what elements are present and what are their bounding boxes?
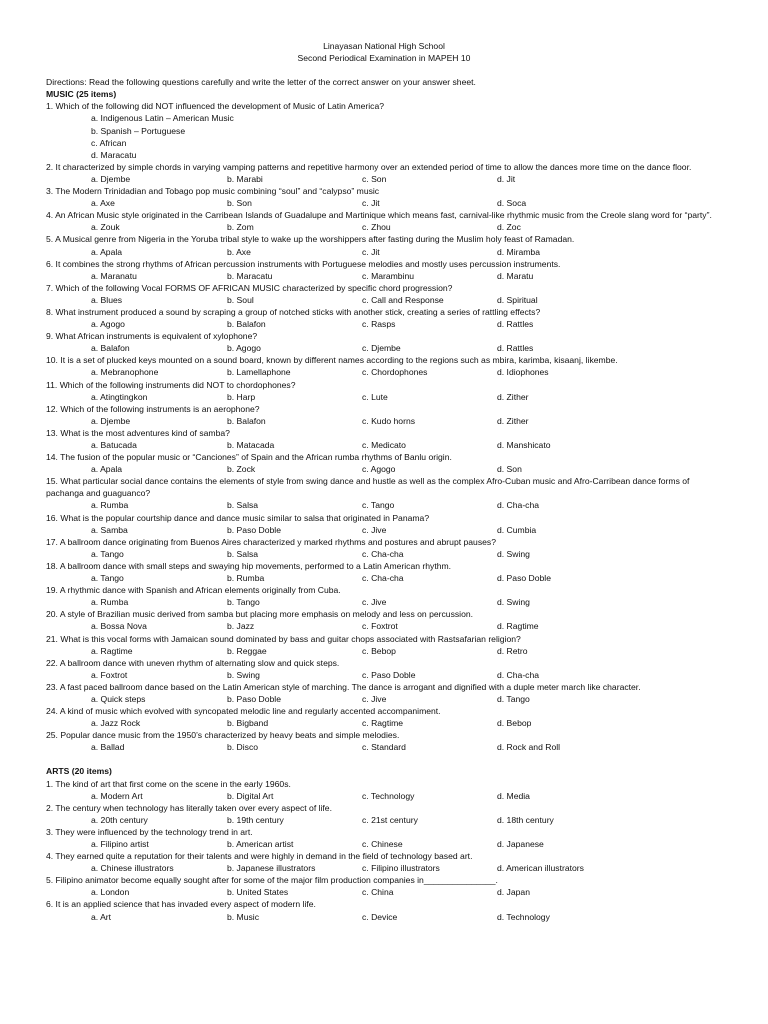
question-item (46, 100, 722, 160)
answer-choice: a. London (91, 887, 130, 898)
answer-choice: c. Technology (362, 790, 415, 801)
answer-choices-row (46, 596, 722, 608)
question-text: 5. Filipino animator become equally sought after for some of the major film production companies in_______________. (46, 875, 498, 886)
answer-choices-row (46, 270, 722, 282)
answer-choice: d. Maracatu (91, 149, 137, 160)
answer-choice: b. Rumba (227, 573, 265, 584)
question-item (46, 608, 722, 632)
answer-choice: a. Jazz Rock (91, 718, 141, 729)
question-item (46, 403, 722, 427)
answer-choice: c. Call and Response (362, 294, 444, 305)
answer-choice: c. Agogo (362, 464, 396, 475)
answer-choice: b. Reggae (227, 645, 267, 656)
question-item (46, 306, 722, 330)
answer-choice: b. Agogo (227, 343, 261, 354)
answer-choice: a. Blues (91, 294, 123, 305)
answer-choice: b. Axe (227, 246, 251, 257)
question-text: 10. It is a set of plucked keys mounted on a sound board, known by different names according to the regions such as mbira, karimba, kisaanj, likembe. (46, 355, 618, 366)
question-item (46, 354, 722, 378)
answer-choice: d. Paso Doble (497, 573, 551, 584)
question-text: 4. An African Music style originated in the Carribean Islands of Guadalupe and Martinique which means fast, carnival-like rhythmic music from the Creole slang word for “party”. (46, 210, 712, 221)
question-text: 4. They earned quite a reputation for their talents and were highly in demand in the field of technology based art. (46, 851, 473, 862)
answer-choice: d. Maratu (497, 270, 534, 281)
question-text: 7. Which of the following Vocal FORMS OF AFRICAN MUSIC characterized by specific chord progression? (46, 282, 453, 293)
answer-choice: c. Rasps (362, 319, 396, 330)
answer-choice: b. Soul (227, 294, 254, 305)
answer-choice: a. Samba (91, 524, 128, 535)
answer-choice: a. Balafon (91, 343, 130, 354)
answer-choice: c. China (362, 887, 394, 898)
answer-choices-row (46, 814, 722, 826)
answer-choice: c. Son (362, 173, 387, 184)
answer-choice: d. American illustrators (497, 863, 584, 874)
question-text: 2. The century when technology has literally taken over every aspect of life. (46, 802, 332, 813)
answer-choice: b. Tango (227, 597, 260, 608)
question-item (46, 209, 722, 233)
answer-choices-row (46, 318, 722, 330)
answer-choice: a. Art (91, 911, 112, 922)
answer-choices-row (46, 197, 722, 209)
answer-choices-row (46, 463, 722, 475)
answer-choice: c. Jive (362, 597, 387, 608)
question-text: 5. A Musical genre from Nigeria in the Yoruba tribal style to wake up the worshippers after fasting during the Muslim holy feast of Ramadan. (46, 234, 575, 245)
answer-choice: b. United States (227, 887, 289, 898)
answer-choice: d. Retro (497, 645, 528, 656)
question-item (46, 898, 722, 922)
answer-choice: d. Japan (497, 887, 530, 898)
answer-choice: d. Japanese (497, 839, 544, 849)
answer-choice: c. Chordophones (362, 367, 428, 378)
answer-choice: d. Cumbia (497, 524, 537, 535)
question-text: 18. A ballroom dance with small steps and swaying hip movements, performed to a Latin American rhythm. (46, 560, 452, 571)
answer-choice: b. Harp (227, 391, 256, 402)
answer-choice: a. Apala (91, 246, 123, 257)
answer-choices-row (46, 741, 722, 753)
answer-choice: d. Jit (497, 173, 516, 184)
answer-choice: b. Salsa (227, 548, 259, 559)
answer-choice: c. Medicato (362, 440, 406, 450)
question-text: 2. It characterized by simple chords in varying vamping patterns and repetitive harmony over an extended period of time to allow the dances more time on the dance floor. (46, 161, 692, 172)
question-item (46, 536, 722, 560)
answer-choice: c. Paso Doble (362, 669, 416, 680)
answer-choice: d. Rattles (497, 343, 534, 354)
question-text: 20. A style of Brazilian music derived from samba but placing more emphasis on melody and less on percussion. (46, 609, 474, 620)
answer-choices-row (46, 669, 722, 681)
answer-choice: d. Swing (497, 597, 530, 608)
answer-choices-row (46, 294, 722, 306)
question-item (46, 850, 722, 874)
answer-choices-row (46, 499, 722, 511)
answer-choice: b. Disco (227, 742, 259, 753)
answer-choices-row (46, 415, 722, 427)
answer-choice: b. Maracatu (227, 270, 273, 281)
answer-choice: c. Device (362, 911, 398, 922)
answer-choice: c. Lute (362, 391, 388, 402)
question-text: 16. What is the popular courtship dance and dance music similar to salsa that originated in Panama? (46, 512, 430, 523)
answer-choice: a. Agogo (91, 319, 125, 330)
answer-choice: d. Cha-cha (497, 500, 540, 511)
section-arts (46, 765, 722, 922)
answer-choice: d. 18th century (497, 814, 554, 825)
answer-choice: d. Zoc (497, 222, 521, 233)
answer-choice: b. Digital Art (227, 790, 274, 801)
question-item (46, 584, 722, 608)
answer-choice: c. Jive (362, 524, 387, 535)
answer-choices-row (46, 620, 722, 632)
answer-choice: a. Djembe (91, 415, 131, 426)
answer-choice: b. Son (227, 198, 252, 209)
answer-choice: c. Ragtime (362, 718, 404, 729)
answer-choice: d. Media (497, 790, 530, 801)
question-item (46, 258, 722, 282)
answer-choice: b. Marabi (227, 173, 263, 184)
answer-choice: d. Zither (497, 391, 529, 402)
answer-choice: a. Filipino artist (91, 839, 149, 849)
answer-choice: a. Rumba (91, 500, 129, 511)
question-item (46, 512, 722, 536)
question-text: 1. Which of the following did NOT influenced the development of Music of Latin America? (46, 101, 385, 112)
answer-choice: b. Spanish – Portuguese (91, 125, 186, 136)
answer-choice: a. Tango (91, 573, 124, 584)
answer-choice: b. Balafon (227, 319, 266, 330)
answer-choice: b. Swing (227, 669, 260, 680)
answer-choice: c. Foxtrot (362, 621, 398, 632)
answer-choice: d. Idiophones (497, 367, 549, 378)
answer-choices-row (46, 221, 722, 233)
question-text: 21. What is this vocal forms with Jamaican sound dominated by bass and guitar chops associated with Rastsafarian religion? (46, 633, 521, 644)
answer-choice: c. Jit (362, 198, 380, 209)
answer-choice: b. Music (227, 911, 259, 922)
answer-choice: a. Tango (91, 548, 124, 559)
answer-choice: b. Jazz (227, 621, 255, 632)
answer-choice: a. Batucada (91, 440, 137, 450)
question-text: 15. What particular social dance contains the elements of style from swing dance and hustle as well as the complex Afro-Cuban music and Afro-Carribean dance forms of pachanga and guaguanco? (46, 476, 690, 499)
question-text: 22. A ballroom dance with uneven rhythm of alternating slow and quick steps. (46, 657, 340, 668)
answer-choice: d. Swing (497, 548, 530, 559)
answer-choice: c. Bebop (362, 645, 396, 656)
answer-choices-row (46, 693, 722, 705)
sections-container (46, 88, 722, 922)
question-item (46, 729, 722, 753)
answer-choice: a. Ballad (91, 742, 125, 753)
answer-choice: c. Filipino illustrators (362, 863, 440, 874)
question-item (46, 185, 722, 209)
answer-choice: a. Apala (91, 464, 123, 475)
answer-choice: d. Son (497, 464, 522, 475)
answer-choice: c. Marambinu (362, 270, 415, 281)
answer-choice: d. Technology (497, 911, 550, 922)
question-item (46, 451, 722, 475)
answer-choice: c. Cha-cha (362, 548, 404, 559)
question-text: 25. Popular dance music from the 1950’s characterized by heavy beats and simple melodies. (46, 730, 400, 741)
answer-choices-row (46, 911, 722, 923)
answer-choices-row (46, 886, 722, 898)
answer-choice: b. Japanese illustrators (227, 863, 316, 874)
answer-choice: a. Chinese illustrators (91, 863, 174, 874)
section-music (46, 88, 722, 753)
question-text: 6. It combines the strong rhythms of African percussion instruments with Portuguese melodies and mostly uses percussion instruments. (46, 258, 561, 269)
question-item (46, 282, 722, 306)
answer-choices-row (46, 548, 722, 560)
question-item (46, 657, 722, 681)
answer-choice: a. 20th century (91, 814, 148, 825)
question-text: 1. The kind of art that first come on the scene in the early 1960s. (46, 778, 291, 789)
answer-choice: d. Soca (497, 198, 527, 209)
answer-choice: a. Ragtime (91, 645, 133, 656)
answer-choices-row (46, 173, 722, 185)
answer-choice: a. Rumba (91, 597, 129, 608)
answer-choices-row (46, 572, 722, 584)
answer-choice: c. Jive (362, 693, 387, 704)
answer-choices-row (46, 645, 722, 657)
question-text: 3. They were influenced by the technology trend in art. (46, 826, 253, 837)
answer-choice: c. Djembe (362, 343, 401, 354)
answer-choices-row (46, 246, 722, 258)
answer-choice: b. Zock (227, 464, 256, 475)
answer-choice: c. Tango (362, 500, 395, 511)
answer-choice: a. Mebranophone (91, 367, 159, 378)
answer-choices-row (46, 717, 722, 729)
question-item (46, 427, 722, 451)
answer-choice: c. African (91, 137, 127, 148)
exam-page (46, 40, 722, 923)
question-item (46, 778, 722, 802)
question-text: 14. The fusion of the popular music or “Canciones” of Spain and the African rumba rhythms of Banlu origin. (46, 452, 452, 463)
answer-choice: a. Axe (91, 198, 115, 209)
question-text: 12. Which of the following instruments is an aerophone? (46, 403, 260, 414)
question-text: 3. The Modern Trinidadian and Tobago pop music combining “soul” and “calypso” music (46, 186, 380, 197)
answer-choice: b. Paso Doble (227, 524, 281, 535)
answer-choices-row (46, 524, 722, 536)
answer-choice: d. Bebop (497, 718, 532, 729)
answer-choice: b. 19th century (227, 814, 284, 825)
answer-choice: a. Atingtingkon (91, 391, 148, 402)
answer-choice: b. Bigband (227, 718, 269, 729)
school-name: Linayasan National High School (323, 41, 445, 51)
answer-choice: d. Ragtime (497, 621, 539, 632)
question-text: 11. Which of the following instruments did NOT to chordophones? (46, 379, 296, 390)
question-text: 17. A ballroom dance originating from Buenos Aires characterized y marked rhythms and postures and abrupt pauses? (46, 536, 496, 547)
answer-choice: b. Zom (227, 222, 254, 233)
answer-choice: a. Zouk (91, 222, 120, 233)
answer-choice: a. Bossa Nova (91, 621, 147, 632)
question-item (46, 379, 722, 403)
answer-choices-row (46, 391, 722, 403)
answer-choice: a. Foxtrot (91, 669, 128, 680)
answer-choice: b. Lamellaphone (227, 367, 291, 378)
answer-choice: b. Paso Doble (227, 693, 281, 704)
answer-choice: d. Rock and Roll (497, 742, 561, 753)
answer-choice: d. Tango (497, 693, 530, 704)
answer-choice: d. Zither (497, 415, 529, 426)
question-item (46, 826, 722, 850)
answer-choice: c. Cha-cha (362, 573, 404, 584)
answer-choices-row (46, 862, 722, 874)
question-item (46, 560, 722, 584)
question-item (46, 233, 722, 257)
answer-choice: b. Balafon (227, 415, 266, 426)
answer-choice: c. Chinese (362, 839, 403, 849)
section-title: MUSIC (25 items) (46, 89, 117, 100)
answer-choice: d. Spiritual (497, 294, 538, 305)
question-item (46, 802, 722, 826)
question-text: 8. What instrument produced a sound by scraping a group of notched sticks with another stick, creating a series of rattling effects? (46, 306, 541, 317)
question-item (46, 681, 722, 705)
answer-choice: b. Salsa (227, 500, 259, 511)
answer-choice: c. 21st century (362, 814, 418, 825)
question-text: 23. A fast paced ballroom dance based on the Latin American style of marching. The dance is arrogant and dignified with a duple meter march like character. (46, 681, 641, 692)
directions: Directions: Read the following questions carefully and write the letter of the correct answer on your answer sheet. (46, 77, 476, 88)
question-item (46, 705, 722, 729)
answer-choice: a. Djembe (91, 173, 131, 184)
answer-choice: b. American artist (227, 839, 294, 849)
question-item (46, 330, 722, 354)
question-text: 13. What is the most adventures kind of samba? (46, 427, 230, 438)
answer-choice: a. Indigenous Latin – American Music (91, 113, 234, 124)
question-item (46, 874, 722, 898)
answer-choice: d. Manshicato (497, 440, 551, 450)
answer-choices-row (46, 790, 722, 802)
answer-choices-row (46, 838, 722, 850)
answer-choice: d. Rattles (497, 319, 534, 330)
answer-choice: d. Cha-cha (497, 669, 540, 680)
question-text: 24. A kind of music which evolved with syncopated melodic line and regularly accented accompaniment. (46, 706, 441, 717)
question-text: 19. A rhythmic dance with Spanish and African elements originally from Cuba. (46, 585, 341, 596)
answer-choice: d. Miramba (497, 246, 540, 257)
answer-choice: a. Modern Art (91, 790, 143, 801)
question-item (46, 475, 722, 511)
answer-choice: b. Matacada (227, 440, 275, 450)
question-text: 6. It is an applied science that has invaded every aspect of modern life. (46, 899, 316, 910)
question-text: 9. What African instruments is equivalent of xylophone? (46, 331, 258, 342)
answer-choices-row (46, 366, 722, 378)
question-item (46, 633, 722, 657)
answer-choice: c. Standard (362, 742, 406, 753)
answer-choices-row (46, 439, 722, 451)
exam-title: Second Periodical Examination in MAPEH 10 (297, 53, 471, 64)
answer-choices-row (46, 342, 722, 354)
answer-choice: c. Zhou (362, 222, 391, 233)
answer-choice: a. Quick steps (91, 693, 146, 704)
section-title: ARTS (20 items) (46, 766, 112, 777)
question-item (46, 161, 722, 185)
answer-choice: c. Kudo horns (362, 415, 416, 426)
answer-choice: a. Maranatu (91, 270, 137, 281)
answer-choice: c. Jit (362, 246, 380, 257)
